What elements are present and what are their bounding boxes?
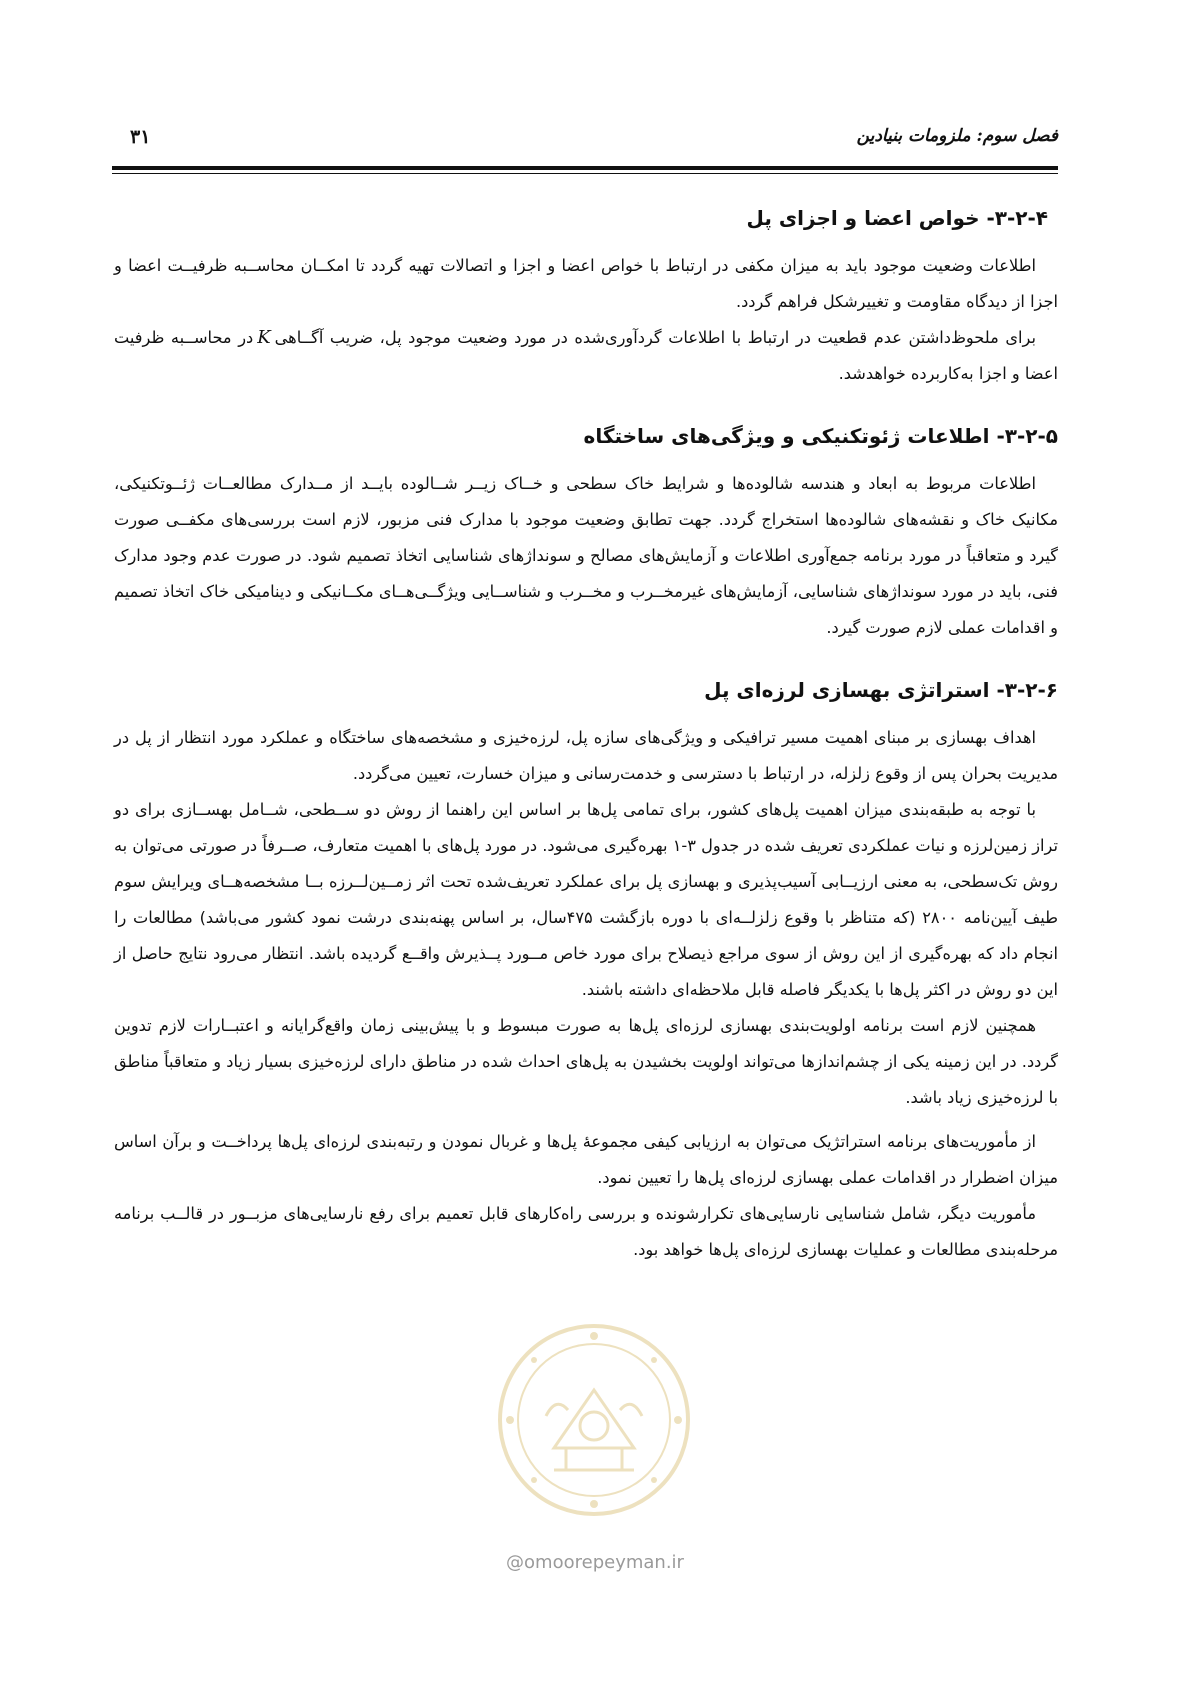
running-header (112, 126, 1058, 156)
header-rule-thick (112, 166, 1058, 170)
paragraph: با توجه به طبقه‌بندی میزان اهمیت پل‌های کشور، برای تمامی پل‌ها بر اساس این راهنما از روش دو ســطحی، شــامل بهســازی برای دو تراز زمین‌لرزه و نیات عملکردی تعریف شده در جدول ۳-۱ بهره‌گیری می‌شود. در مورد پل‌های با اهمیت متعارف، صــرفاً در صورتی می‌توان به روش تک‌سطحی، به معنی ارزیــابی آسیب‌پذیری و بهسازی پل برای عملکرد تعریف‌شده تحت اثر زمــین‌لــرزه بــا مشخصه‌هــای ویرایش سوم طیف آیین‌نامه ۲۸۰۰ (که متناظر با وقوع زلزلــه‌ای با دوره بازگشت ۴۷۵سال، بر اساس پهنه‌بندی درشت نمود کشور می‌باشد) مطالعات را انجام داد که بهره‌گیری از این روش از سوی مراجع ذیصلاح برای مورد خاص مــورد پــذیرش واقــع گردیده باشد. انتظار می‌رود نتایج حاصل از این دو روش در اکثر پل‌ها با یکدیگر فاصله قابل ملاحظه‌ای داشته باشند. (114, 800, 1058, 999)
paragraph-text: برای ملحوظ‌داشتن عدم قطعیت در ارتباط با اطلاعات گردآوری‌شده در مورد وضعیت موجود پل، ضریب آگــاهی (274, 328, 1036, 347)
paragraph: از مأموریت‌های برنامه استراتژیک می‌توان به ارزیابی کیفی مجموعهٔ پل‌ها و غربال نمودن و رتبه‌بندی لرزه‌ای پل‌ها پرداخــت و برآن اساس میزان اضطرار در اقدامات عملی بهسازی لرزه‌ای پل‌ها را تعیین نمود. (114, 1132, 1058, 1187)
watermark-site-text: @omoorepeyman.ir (506, 1552, 684, 1573)
paragraph: مأموریت دیگر، شامل شناسایی نارسایی‌های تکرارشونده و بررسی راه‌کارهای قابل تعمیم برای رفع نارسایی‌های مزبــور در قالــب برنامه مرحله‌بندی مطالعات و عملیات بهسازی لرزه‌ای پل‌ها خواهد بود. (114, 1204, 1058, 1259)
paragraph-with-symbol (114, 320, 1058, 392)
watermark-seal-icon (494, 1320, 694, 1520)
body-content (114, 196, 1058, 1268)
paragraph-text: در محاســبه ظرفیت اعضا و اجزا به‌کاربرده خواهدشد. (114, 328, 1058, 383)
section-heading-3-2-5: ۳-۲-۵- اطلاعات ژئوتکنیکی و ویژگی‌های ساختگاه (583, 424, 1058, 448)
header-rule-thin (112, 173, 1058, 174)
paragraph: اطلاعات مربوط به ابعاد و هندسه شالوده‌ها و شرایط خاک سطحی و خــاک زیــر شــالوده بایــد از مــدارک مطالعــات ژئــوتکنیکی، مکانیک خاک و نقشه‌های شالوده‌ها استخراج گردد. جهت تطابق وضعیت موجود با مدارک فنی مزبور، لازم است بررسی‌های مکفــی صورت گیرد و متعاقباً در مورد برنامه جمع‌آوری اطلاعات و آزمایش‌های مصالح و سونداژهای شناسایی اتخاذ تصمیم شود. در صورت عدم وجود مدارک فنی، باید در مورد سونداژهای شناسایی، آزمایش‌های غیرمخــرب و مخــرب و شناســایی ویژگــی‌هــای مکــانیکی و دینامیکی خاک اتخاذ تصمیم و اقدامات عملی لازم صورت گیرد. (114, 474, 1058, 637)
page-number: ۳۱ (130, 126, 151, 148)
paragraph: اطلاعات وضعیت موجود باید به میزان مکفی در ارتباط با خواص اعضا و اجزا و اتصالات تهیه گردد تا امکــان محاســبه ظرفیــت اعضا و اجزا از دیدگاه مقاومت و تغییرشکل فراهم گردد. (114, 256, 1058, 311)
math-symbol-k: K (257, 327, 271, 348)
section-heading-3-2-4: ۳-۲-۴- خواص اعضا و اجزای پل (746, 206, 1048, 230)
paragraph: همچنین لازم است برنامه اولویت‌بندی بهسازی لرزه‌ای پل‌ها به صورت مبسوط و با پیش‌بینی زمان واقع‌گرایانه و اعتبــارات لازم تدوین گردد. در این زمینه یکی از چشم‌اندازها می‌تواند اولویت بخشیدن به پل‌های احداث شده در مناطق دارای لرزه‌خیزی بسیار زیاد و متعاقباً مناطق با لرزه‌خیزی زیاد باشد. (114, 1016, 1058, 1107)
section-heading-3-2-6: ۳-۲-۶- استراتژی بهسازی لرزه‌ای پل (704, 678, 1058, 702)
running-title: فصل سوم: ملزومات بنیادین (856, 126, 1058, 146)
paragraph: اهداف بهسازی بر مبنای اهمیت مسیر ترافیکی و ویژگی‌های سازه پل، لرزه‌خیزی و مشخصه‌های ساختگاه و عملکرد مورد انتظار از پل در مدیریت بحران پس از وقوع زلزله، در ارتباط با دسترسی و خدمت‌رسانی و میزان خسارت، تعیین می‌گردد. (114, 728, 1058, 783)
